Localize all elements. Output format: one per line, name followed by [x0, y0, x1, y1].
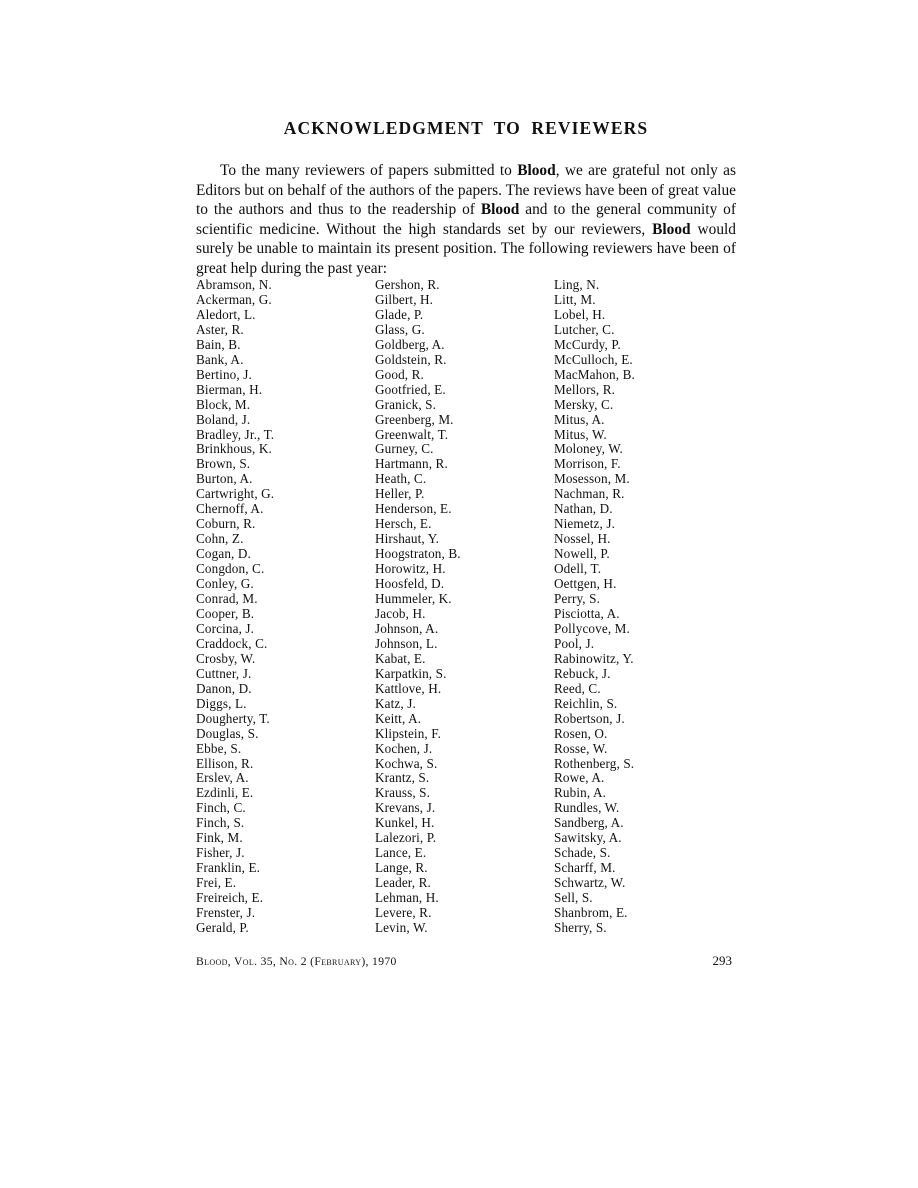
reviewer-name: Craddock, C. [196, 635, 268, 651]
reviewer-name: Cooper, B. [196, 605, 255, 621]
reviewer-column-1 [196, 278, 375, 936]
reviewer-name: Nathan, D. [554, 501, 613, 517]
reviewer-name: Mitus, A. [554, 411, 605, 427]
reviewer-name: Lutcher, C. [554, 321, 615, 337]
reviewer-name: Goldstein, R. [375, 351, 447, 367]
reviewer-name: Schwartz, W. [554, 875, 626, 891]
reviewer-name: Mitus, W. [554, 426, 607, 442]
reviewer-name: Klipstein, F. [375, 725, 442, 741]
reviewer-name: Corcina, J. [196, 620, 255, 636]
reviewer-name: Block, M. [196, 396, 251, 412]
reviewer-name: McCurdy, P. [554, 336, 621, 352]
reviewer-name: Brinkhous, K. [196, 441, 272, 457]
reviewer-name: Good, R. [375, 366, 424, 382]
reviewer-name: Niemetz, J. [554, 516, 616, 532]
reviewer-name: Jacob, H. [375, 605, 426, 621]
reviewer-name: Katz, J. [375, 695, 416, 711]
reviewer-name: Lobel, H. [554, 306, 606, 322]
reviewer-name: Bank, A. [196, 351, 244, 367]
reviewer-name: Kabat, E. [375, 650, 426, 666]
reviewer-name: Glass, G. [375, 321, 425, 337]
reviewer-name: Henderson, E. [375, 501, 452, 517]
reviewer-name: Conrad, M. [196, 591, 258, 607]
intro-text-run: and to the general community of scientific medicine. Without the high standards set by our reviewers, [196, 201, 737, 238]
reviewer-name: Bradley, Jr., T. [196, 426, 275, 442]
reviewer-name: Fink, M. [196, 830, 243, 846]
reviewer-name: Rothenberg, S. [554, 755, 635, 771]
reviewer-name: Crosby, W. [196, 650, 256, 666]
reviewer-name: Morrison, F. [554, 456, 621, 472]
reviewer-name: Rundles, W. [554, 800, 620, 816]
reviewer-name: Fisher, J. [196, 845, 245, 861]
reviewer-name: McCulloch, E. [554, 351, 633, 367]
reviewer-name: Mersky, C. [554, 396, 614, 412]
reviewer-name: Freireich, E. [196, 890, 264, 906]
intro-text-run: , we are grateful not only as Editors but on behalf of the authors of the papers. The reviews have been of great value to the authors and thus to the readership of [196, 162, 736, 219]
reviewer-name: Shanbrom, E. [554, 905, 628, 921]
intro-text-run: To the many reviewers of papers submitted to [220, 162, 518, 179]
reviewer-name: Goldberg, A. [375, 336, 445, 352]
reviewer-name: Boland, J. [196, 411, 251, 427]
reviewer-name: Finch, C. [196, 800, 246, 816]
reviewer-name: Aster, R. [196, 321, 244, 337]
reviewer-name: Reed, C. [554, 680, 601, 696]
reviewer-name: Litt, M. [554, 291, 596, 307]
reviewer-name: Danon, D. [196, 680, 252, 696]
reviewers-list [196, 278, 740, 936]
reviewer-name: Mellors, R. [554, 381, 616, 397]
reviewer-name: Horowitz, H. [375, 561, 446, 577]
reviewer-name: Granick, S. [375, 396, 437, 412]
reviewer-name: Coburn, R. [196, 516, 256, 532]
reviewer-name: Kunkel, H. [375, 815, 435, 831]
reviewer-name: Diggs, L. [196, 695, 247, 711]
reviewer-name: Oettgen, H. [554, 576, 617, 592]
reviewer-name: Nachman, R. [554, 486, 625, 502]
reviewer-name: Gurney, C. [375, 441, 434, 457]
reviewer-name: Gershon, R. [375, 277, 440, 292]
reviewer-name: Aledort, L. [196, 306, 256, 322]
reviewer-name: Rubin, A. [554, 785, 607, 801]
reviewer-name: Bain, B. [196, 336, 241, 352]
reviewer-name: Burton, A. [196, 471, 253, 487]
reviewer-name: Hersch, E. [375, 516, 432, 532]
reviewer-column-2 [375, 278, 554, 936]
reviewer-name: Rosen, O. [554, 725, 608, 741]
reviewer-name: Schade, S. [554, 845, 611, 861]
reviewer-name: Rebuck, J. [554, 665, 611, 681]
reviewer-name: Glade, P. [375, 306, 424, 322]
journal-citation: Blood, Vol. 35, No. 2 (February), 1970 [196, 955, 397, 968]
reviewer-name: Cuttner, J. [196, 665, 252, 681]
reviewer-name: Nossel, H. [554, 531, 611, 547]
reviewer-name: Congdon, C. [196, 561, 265, 577]
reviewer-name: Sandberg, A. [554, 815, 624, 831]
page-number: 293 [712, 953, 732, 968]
intro-paragraph [196, 161, 736, 279]
reviewer-name: Nowell, P. [554, 546, 610, 562]
reviewer-name: Ling, N. [554, 277, 600, 292]
reviewer-name: Kattlove, H. [375, 680, 442, 696]
reviewer-name: Robertson, J. [554, 710, 625, 726]
reviewer-name: Mosesson, M. [554, 471, 630, 487]
reviewer-name: Bierman, H. [196, 381, 263, 397]
reviewer-name: Hummeler, K. [375, 591, 452, 607]
reviewer-name: Ellison, R. [196, 755, 254, 771]
reviewer-name: Ezdinli, E. [196, 785, 254, 801]
reviewer-name: Hartmann, R. [375, 456, 448, 472]
reviewer-name: Kochwa, S. [375, 755, 438, 771]
reviewer-name: Lance, E. [375, 845, 427, 861]
reviewer-name: Reichlin, S. [554, 695, 618, 711]
reviewer-name: Perry, S. [554, 591, 601, 607]
reviewer-name: Krevans, J. [375, 800, 436, 816]
reviewer-name: Ebbe, S. [196, 740, 242, 756]
reviewer-name: Lehman, H. [375, 890, 439, 906]
reviewer-name: Heath, C. [375, 471, 427, 487]
reviewer-name: Erslev, A. [196, 770, 249, 786]
reviewer-name: Frei, E. [196, 875, 237, 891]
reviewer-name: Franklin, E. [196, 860, 261, 876]
reviewer-name: Gootfried, E. [375, 381, 446, 397]
reviewer-name: Pisciotta, A. [554, 605, 620, 621]
reviewer-name: Dougherty, T. [196, 710, 270, 726]
reviewer-name: Hirshaut, Y. [375, 531, 440, 547]
reviewer-name: Greenwalt, T. [375, 426, 449, 442]
reviewer-name: Conley, G. [196, 576, 254, 592]
reviewer-name: Krauss, S. [375, 785, 431, 801]
reviewer-name: Finch, S. [196, 815, 245, 831]
page-footer [196, 953, 732, 969]
journal-name-emphasis: Blood [652, 220, 691, 238]
reviewer-name: Hoosfeld, D. [375, 576, 445, 592]
intro-text-run: would surely be unable to maintain its present position. The following reviewers have been of great help during the past year: [196, 220, 736, 277]
reviewer-name: Frenster, J. [196, 905, 256, 921]
page-title: ACKNOWLEDGMENT TO REVIEWERS [283, 118, 649, 138]
journal-name-emphasis: Blood [517, 162, 556, 179]
reviewer-name: Sawitsky, A. [554, 830, 622, 846]
reviewer-name: MacMahon, B. [554, 366, 635, 382]
journal-name-emphasis: Blood [480, 201, 520, 219]
reviewer-name: Rowe, A. [554, 770, 605, 786]
reviewer-name: Sherry, S. [554, 919, 607, 935]
reviewer-name: Levere, R. [375, 905, 432, 921]
reviewer-name: Krantz, S. [375, 770, 430, 786]
page-content [196, 118, 737, 935]
reviewer-name: Cartwright, G. [196, 486, 275, 502]
reviewer-name: Bertino, J. [196, 366, 252, 382]
reviewer-name: Sell, S. [554, 890, 593, 906]
reviewer-name: Lange, R. [375, 860, 428, 876]
reviewer-name: Rosse, W. [554, 740, 608, 756]
reviewer-column-3 [554, 278, 740, 936]
reviewer-name: Lalezori, P. [375, 830, 437, 846]
reviewer-name: Pool, J. [554, 635, 595, 651]
reviewer-name: Karpatkin, S. [375, 665, 447, 681]
reviewer-name: Hoogstraton, B. [375, 546, 461, 562]
reviewer-name: Kochen, J. [375, 740, 433, 756]
reviewer-name: Keitt, A. [375, 710, 422, 726]
reviewer-name: Douglas, S. [196, 725, 259, 741]
reviewer-name: Moloney, W. [554, 441, 623, 457]
reviewer-name: Rabinowitz, Y. [554, 650, 634, 666]
reviewer-name: Odell, T. [554, 561, 602, 577]
reviewer-name: Brown, S. [196, 456, 251, 472]
reviewer-name: Greenberg, M. [375, 411, 454, 427]
reviewer-name: Chernoff, A. [196, 501, 264, 517]
reviewer-name: Leader, R. [375, 875, 431, 891]
reviewer-name: Abramson, N. [196, 277, 272, 292]
reviewer-name: Johnson, A. [375, 620, 439, 636]
reviewer-name: Heller, P. [375, 486, 425, 502]
reviewer-name: Cogan, D. [196, 546, 251, 562]
reviewer-name: Ackerman, G. [196, 291, 272, 307]
reviewer-name: Gerald, P. [196, 919, 249, 935]
reviewer-name: Cohn, Z. [196, 531, 244, 547]
reviewer-name: Levin, W. [375, 919, 428, 935]
reviewer-name: Scharff, M. [554, 860, 616, 876]
reviewer-name: Gilbert, H. [375, 291, 434, 307]
reviewer-name: Pollycove, M. [554, 620, 630, 636]
reviewer-name: Johnson, L. [375, 635, 438, 651]
